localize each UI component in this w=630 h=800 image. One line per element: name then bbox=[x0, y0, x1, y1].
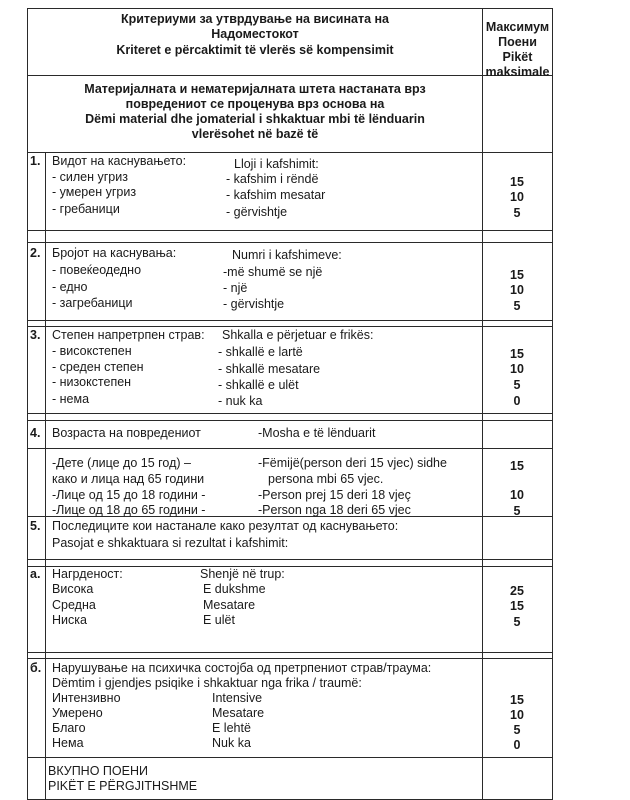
row-label-sq: - kafshim i rëndë bbox=[226, 172, 319, 186]
points-value: 15 bbox=[510, 268, 524, 282]
points-value: 10 bbox=[510, 283, 524, 297]
intro-line-4: vlerësohet në bazë të bbox=[191, 127, 319, 141]
row-label-mk: Нема bbox=[52, 736, 84, 750]
points-value: 15 bbox=[510, 693, 524, 707]
row-label-sq: -Fëmijë(person deri 15 vjec) sidhe bbox=[258, 456, 447, 470]
border-sb-top bbox=[27, 652, 553, 653]
section-number: 4. bbox=[30, 426, 41, 440]
points-value: 5 bbox=[513, 299, 521, 313]
points-value: 25 bbox=[510, 584, 524, 598]
row-label-mk: - повеќеодедно bbox=[52, 263, 142, 277]
row-label-mk: Благо bbox=[52, 721, 86, 735]
row-label-sq: - një bbox=[223, 281, 248, 295]
row-label-sq: -më shumë se një bbox=[223, 265, 323, 279]
row-label-mk: -Лице од 15 до 18 години - bbox=[52, 488, 206, 502]
row-label-mk: Средна bbox=[52, 598, 96, 612]
row-label-sq: Nuk ka bbox=[212, 736, 251, 750]
row-label-mk: - низокстепен bbox=[52, 375, 132, 389]
points-value: 10 bbox=[510, 488, 524, 502]
points-value: 10 bbox=[510, 190, 524, 204]
total-label-mk: ВКУПНО ПОЕНИ bbox=[48, 764, 148, 778]
max-label-4: maksimale bbox=[485, 65, 550, 79]
row-label-sq: E dukshme bbox=[203, 582, 266, 596]
border-top bbox=[27, 8, 553, 9]
title-mk-2: Надоместокот bbox=[211, 27, 299, 41]
points-value: 10 bbox=[510, 708, 524, 722]
row-label-sq: -Person nga 18 deri 65 vjec bbox=[258, 503, 411, 517]
section-number: 3. bbox=[30, 328, 41, 342]
row-label-mk: Умерено bbox=[52, 706, 103, 720]
section-heading-sq: Numri i kafshimeve: bbox=[232, 248, 342, 262]
border-s4-sub bbox=[27, 448, 553, 449]
border-total-top bbox=[27, 757, 553, 758]
row-label-mk: - силен угриз bbox=[52, 170, 128, 184]
row-label-sq: - nuk ka bbox=[218, 394, 263, 408]
section-heading-sq: Shenjë në trup: bbox=[200, 567, 285, 581]
title-sq: Kriteret e përcaktimit të vlerës së kompensimit bbox=[116, 43, 394, 57]
border-s3-top bbox=[27, 326, 553, 327]
row-label-mk: Висока bbox=[52, 582, 94, 596]
points-value: 15 bbox=[510, 459, 524, 473]
points-value: 10 bbox=[510, 362, 524, 376]
intro-line-1: Материјалната и нематеријалната штета настаната врз bbox=[84, 82, 426, 96]
points-value: 5 bbox=[513, 615, 521, 629]
row-label-sq: Mesatare bbox=[212, 706, 265, 720]
points-value: 15 bbox=[510, 599, 524, 613]
section-number: а. bbox=[30, 567, 41, 581]
border-right bbox=[552, 8, 553, 800]
section-heading-sq: Lloji i kafshimit: bbox=[234, 157, 319, 171]
points-value: 5 bbox=[513, 206, 521, 220]
section-heading-mk: Нарушување на психичка состојба од претрпениот страв/траума: bbox=[52, 661, 432, 675]
points-value: 5 bbox=[513, 378, 521, 392]
border-s1-bottom bbox=[27, 230, 553, 231]
row-label-sq: E lehtë bbox=[212, 721, 251, 735]
section-number: 2. bbox=[30, 246, 41, 260]
intro-line-2: повредениот се проценува врз основа на bbox=[125, 97, 385, 111]
row-label-mk: Интензивно bbox=[52, 691, 121, 705]
max-label-1: Максимум bbox=[485, 20, 550, 34]
row-label-sq: E ulët bbox=[203, 613, 235, 627]
row-label-sq: persona mbi 65 vjec. bbox=[268, 472, 384, 486]
max-label-3: Pikët bbox=[502, 50, 533, 64]
border-sb-top-2 bbox=[27, 658, 553, 659]
section-number: б. bbox=[30, 661, 42, 675]
section-heading-sq: -Mosha e të lënduarit bbox=[258, 426, 376, 440]
section-number: 1. bbox=[30, 154, 41, 168]
total-label-sq: PIKËT E PËRGJITHSHME bbox=[48, 779, 198, 793]
row-label-sq: - shkallë e lartë bbox=[218, 345, 303, 359]
row-label-mk: -Дете (лице до 15 год) – bbox=[52, 456, 191, 470]
section-heading-mk: Бројот на каснувања: bbox=[52, 246, 177, 260]
border-header-bottom bbox=[27, 75, 553, 76]
border-left bbox=[27, 8, 28, 800]
section-heading-mk: Степен напретрпен страв: bbox=[52, 328, 205, 342]
section-heading-mk: Возраста на повредениот bbox=[52, 426, 201, 440]
row-label-mk: - гребаници bbox=[52, 202, 120, 216]
section-heading-mk: Последиците кои настанале како резултат од каснувањето: bbox=[52, 519, 399, 533]
row-label-sq: - shkallë e ulët bbox=[218, 378, 299, 392]
row-label-sq: - shkallë mesatare bbox=[218, 362, 321, 376]
row-label-mk: -Лице од 18 до 65 години - bbox=[52, 503, 206, 517]
row-label-mk: - едно bbox=[52, 280, 88, 294]
section-heading-mk: Нагрденост: bbox=[52, 567, 123, 581]
title-mk-1: Критериуми за утврдување на висината на bbox=[120, 12, 390, 26]
row-label-sq: Mesatare bbox=[203, 598, 256, 612]
section-heading-sq: Dëmtim i gjendjes psiqike i shkaktuar nga frika / traumë: bbox=[52, 676, 362, 690]
border-s3-bottom bbox=[27, 413, 553, 414]
section-heading-sq: Shkalla e përjetuar e frikës: bbox=[222, 328, 374, 342]
points-value: 5 bbox=[513, 504, 521, 518]
border-intro-bottom bbox=[27, 152, 553, 153]
points-value: 5 bbox=[513, 723, 521, 737]
row-label-mk: - среден степен bbox=[52, 360, 144, 374]
section-number: 5. bbox=[30, 519, 41, 533]
border-s2-top bbox=[27, 242, 553, 243]
row-label-mk: како и лица над 65 години bbox=[52, 472, 205, 486]
section-heading-sq: Pasojat e shkaktuara si rezultat i kafshimit: bbox=[52, 536, 289, 550]
row-label-mk: - загребаници bbox=[52, 296, 133, 310]
border-number-col bbox=[45, 152, 46, 800]
max-label-2: Поени bbox=[498, 35, 537, 49]
row-label-mk: Ниска bbox=[52, 613, 87, 627]
row-label-mk: - високстепен bbox=[52, 344, 132, 358]
points-value: 15 bbox=[510, 347, 524, 361]
border-s4-top bbox=[27, 420, 553, 421]
row-label-sq: Intensive bbox=[212, 691, 263, 705]
points-value: 15 bbox=[510, 175, 524, 189]
row-label-sq: -Person prej 15 deri 18 vjeç bbox=[258, 488, 411, 502]
points-value: 0 bbox=[513, 738, 521, 752]
row-label-sq: - gërvishtje bbox=[223, 297, 285, 311]
points-value: 0 bbox=[513, 394, 521, 408]
row-label-sq: - gërvishtje bbox=[226, 205, 288, 219]
section-heading-mk: Видот на каснувањето: bbox=[52, 154, 187, 168]
row-label-mk: - умерен угриз bbox=[52, 185, 137, 199]
row-label-mk: - нема bbox=[52, 392, 90, 406]
row-label-sq: - kafshim mesatar bbox=[226, 188, 326, 202]
intro-line-3: Dëmi material dhe jomaterial i shkaktuar mbi të lënduarin bbox=[85, 112, 425, 126]
border-s2-bottom bbox=[27, 320, 553, 321]
border-sa-top bbox=[27, 559, 553, 560]
